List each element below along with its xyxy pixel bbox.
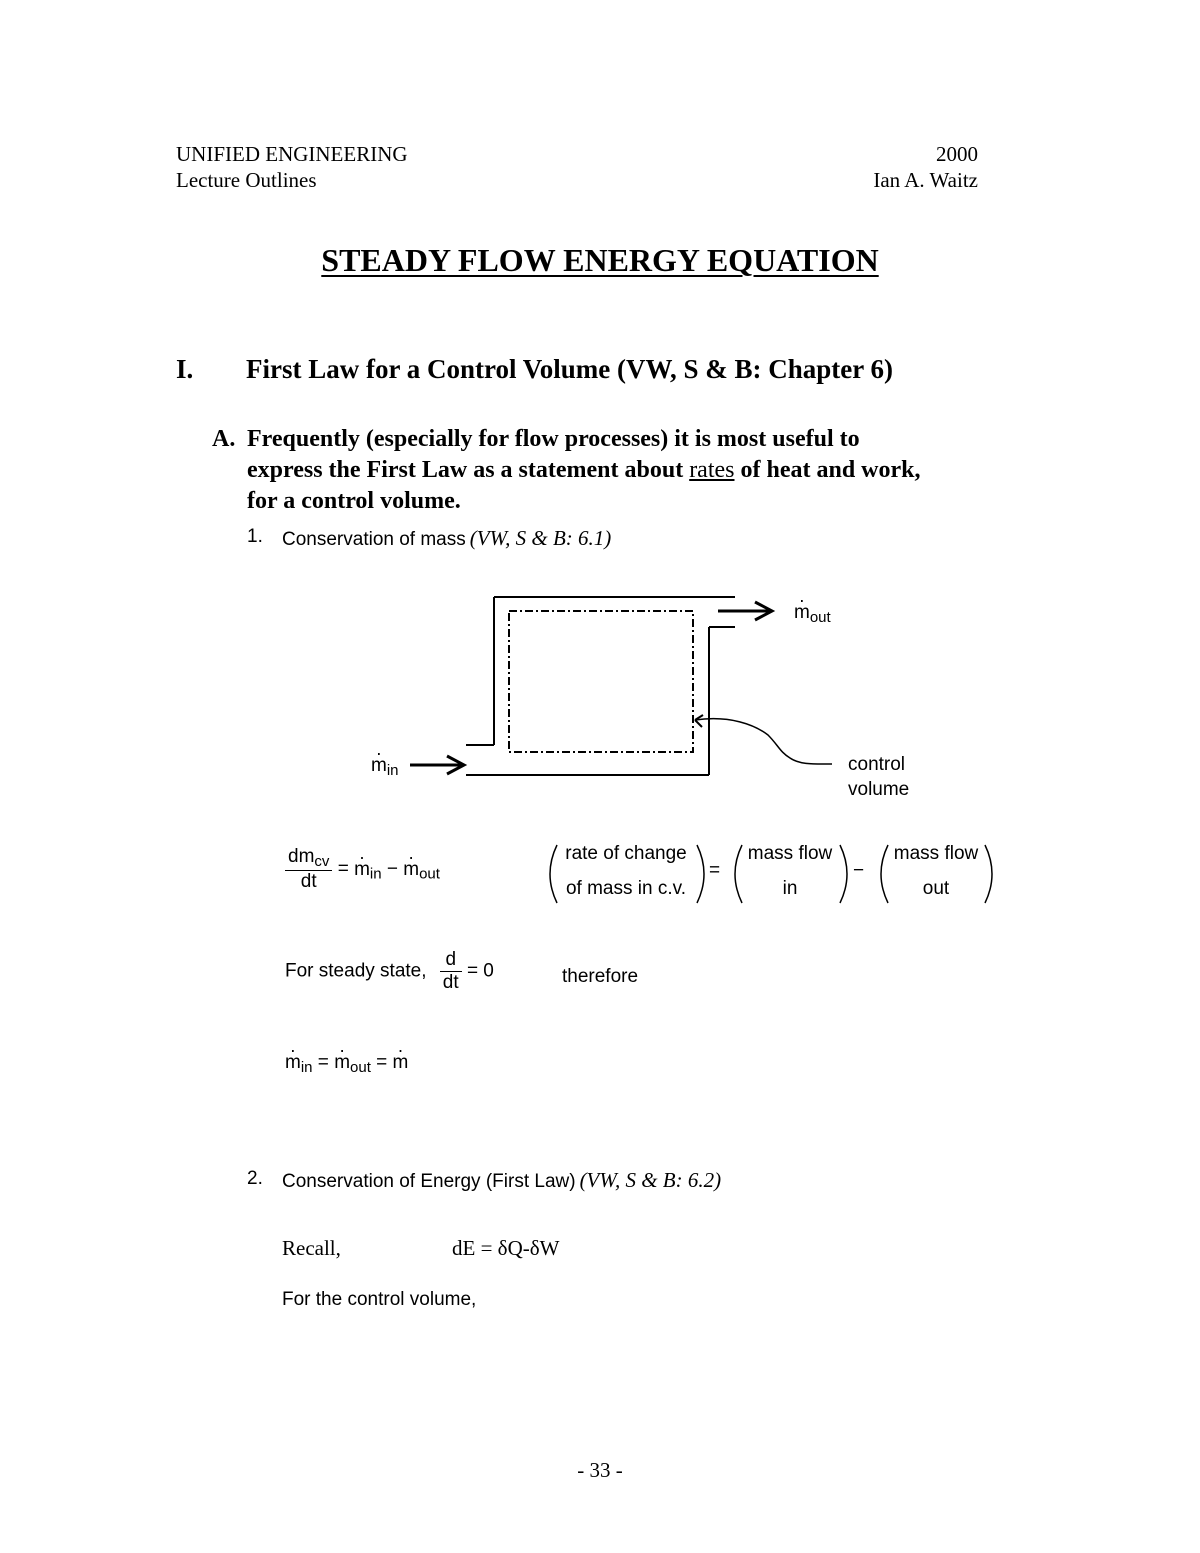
paren-out-close: [985, 845, 992, 903]
word-equals: =: [709, 860, 721, 881]
res-m-out-subscript: out: [350, 1059, 371, 1076]
subsection-line-2-pre: express the First Law as a statement about: [247, 457, 690, 483]
word-mass-flow-out-2: out: [922, 878, 950, 899]
res-equals-1: =: [317, 1052, 329, 1073]
steady-state-line: [285, 949, 494, 994]
section-number: I.: [176, 354, 194, 384]
control-volume-statement: For the control volume,: [282, 1289, 477, 1310]
res-m-out: · m: [334, 1052, 350, 1074]
steady-rhs: = 0: [466, 960, 494, 982]
page-number: - 33 -: [577, 1458, 623, 1482]
word-rate-line-2: of mass in c.v.: [565, 878, 686, 899]
dt-denominator: dt: [300, 871, 317, 892]
dm-text: dm: [288, 846, 315, 867]
item-2-ref: (VW, S & B: 6.2): [579, 1168, 722, 1192]
item-1-number: 1.: [247, 526, 263, 547]
eq-m-out: · m: [403, 859, 419, 881]
header-author: Ian A. Waitz: [873, 168, 978, 192]
item-2-line: [282, 1168, 721, 1193]
subsection-line-1: Frequently (especially for flow processes) it is most useful to: [247, 426, 860, 452]
header-org: UNIFIED ENGINEERING: [176, 142, 408, 166]
eq-m-in: · m: [354, 859, 370, 881]
item-2-text: Conservation of Energy (First Law): [282, 1171, 576, 1192]
m-in-symbol: · m: [371, 755, 387, 777]
word-mass-flow-in-1: mass flow: [747, 843, 833, 864]
word-rate-line-1: rate of change: [565, 843, 687, 864]
control-volume-label-1: control: [848, 754, 906, 775]
subsection-line-3: for a control volume.: [247, 488, 461, 514]
control-volume-label-2: volume: [848, 779, 910, 800]
m-in-subscript: in: [386, 762, 399, 779]
res-m-in-subscript: in: [300, 1059, 313, 1076]
item-2-number: 2.: [247, 1168, 263, 1189]
item-1-ref: (VW, S & B: 6.1): [469, 526, 612, 550]
subsection-line-2-post: of heat and work,: [734, 457, 921, 483]
eq-m-out-subscript: out: [419, 865, 440, 883]
paren-rate-close: [697, 845, 704, 903]
therefore-text: therefore: [562, 966, 639, 987]
subsection-letter: A.: [212, 426, 236, 452]
header-year: 2000: [936, 142, 978, 166]
item-1-text: Conservation of mass: [282, 529, 466, 550]
recall-equation: dE = δQ-δW: [452, 1236, 560, 1260]
page-title: STEADY FLOW ENERGY EQUATION: [321, 242, 879, 278]
cv-subscript: cv: [314, 853, 330, 870]
mass-balance-result: [285, 1052, 408, 1076]
recall-label: Recall,: [282, 1236, 341, 1260]
m-out-subscript: out: [809, 609, 831, 626]
eq-m-in-subscript: in: [369, 865, 382, 883]
dt-denominator-steady: dt: [442, 972, 459, 993]
word-mass-flow-in-2: in: [782, 878, 798, 899]
d-dt-fraction: [440, 949, 462, 994]
word-minus: −: [853, 860, 865, 881]
paren-in-close: [840, 845, 847, 903]
equals-sign: =: [337, 858, 349, 880]
rates-underlined: rates: [689, 457, 735, 483]
steady-state-text: For steady state,: [285, 960, 427, 982]
m-out-symbol: · m: [794, 602, 810, 624]
word-mass-flow-out-1: mass flow: [893, 843, 979, 864]
res-m-in: · m: [285, 1052, 301, 1074]
header-series: Lecture Outlines: [176, 168, 317, 192]
res-m: · m: [393, 1052, 409, 1074]
d-numerator: d: [440, 949, 462, 972]
section-heading: First Law for a Control Volume (VW, S & B: Chapter 6): [246, 354, 894, 384]
res-equals-2: =: [376, 1052, 388, 1073]
minus-sign: −: [386, 858, 398, 880]
